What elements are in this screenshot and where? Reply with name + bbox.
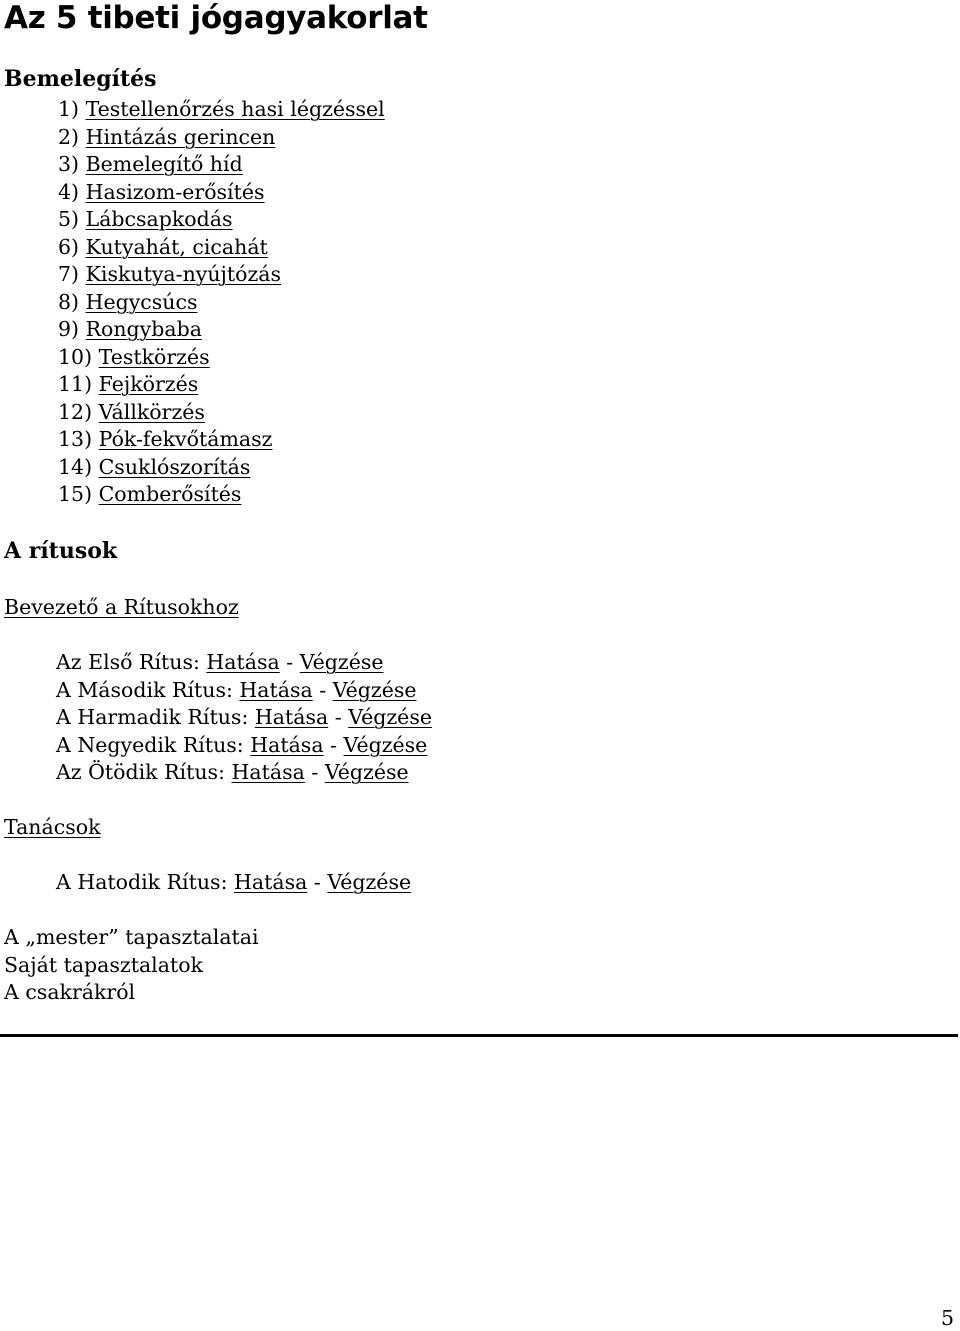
chakras-line: A csakrákról (4, 980, 136, 1004)
ritual-item (56, 732, 432, 760)
ritual-execution-link[interactable]: Végzése (327, 870, 412, 894)
warmup-item-link[interactable]: Kutyahát, cicahát (85, 234, 268, 259)
warmup-item (58, 399, 385, 427)
warmup-item-link[interactable]: Hegycsúcs (85, 289, 198, 314)
ritual-effect-link[interactable]: Hatása (254, 705, 329, 729)
warmup-item-number: 13) (58, 427, 93, 451)
sixth-ritual-list (56, 869, 411, 897)
warmup-item-link[interactable]: Comberősítés (98, 482, 242, 506)
warmup-list (58, 96, 385, 509)
warmup-item (58, 96, 385, 124)
warmup-item-number: 3) (58, 152, 80, 176)
ritual-item (56, 677, 432, 705)
advice-link[interactable]: Tanácsok (4, 815, 101, 839)
warmup-item (58, 124, 385, 152)
warmup-item-number: 2) (58, 124, 80, 149)
warmup-item (58, 371, 385, 399)
warmup-item (58, 481, 385, 509)
own-experiences-line: Saját tapasztalatok (4, 952, 203, 977)
warmup-item (58, 289, 385, 317)
ritual-item (56, 704, 432, 732)
rituals-heading: A rítusok (4, 538, 118, 564)
ritual-separator: - (330, 732, 338, 757)
warmup-item-link[interactable]: Rongybaba (85, 317, 202, 341)
warmup-item-link[interactable]: Testkörzés (98, 344, 210, 369)
horizontal-rule (0, 1034, 958, 1037)
warmup-item-number: 4) (58, 179, 80, 204)
ritual-effect-link[interactable]: Hatása (206, 650, 280, 674)
ritual-execution-link[interactable]: Végzése (332, 677, 417, 702)
ritual-name: Az Első Rítus: (56, 650, 200, 674)
ritual-name: A Hatodik Rítus: (56, 870, 228, 894)
warmup-item-number: 9) (58, 317, 80, 341)
warmup-item-link[interactable]: Kiskutya-nyújtózás (85, 262, 282, 286)
warmup-item-link[interactable]: Csuklószorítás (98, 454, 251, 479)
ritual-effect-link[interactable]: Hatása (250, 732, 324, 757)
ritual-list (56, 649, 432, 787)
warmup-item-number: 12) (58, 399, 93, 424)
ritual-name: A Negyedik Rítus: (56, 732, 244, 757)
rituals-intro-line (4, 594, 239, 622)
ritual-execution-link[interactable]: Végzése (343, 732, 428, 757)
warmup-item-link[interactable]: Testellenőrzés hasi légzéssel (85, 97, 385, 121)
ritual-item (56, 759, 432, 787)
warmup-item (58, 234, 385, 262)
warmup-item-number: 14) (58, 454, 93, 479)
page-number: 5 (940, 1306, 954, 1330)
warmup-item-number: 7) (58, 262, 80, 286)
warmup-item-link[interactable]: Fejkörzés (98, 372, 199, 396)
warmup-item (58, 454, 385, 482)
warmup-item-link[interactable]: Bemelegítő híd (85, 152, 243, 176)
warmup-item (58, 426, 385, 454)
ritual-name: A Második Rítus: (56, 677, 233, 702)
ritual-separator: - (334, 705, 342, 729)
ritual-separator: - (313, 870, 321, 894)
ritual-execution-link[interactable]: Végzése (324, 760, 409, 784)
warmup-item-number: 10) (58, 344, 93, 369)
warmup-item-link[interactable]: Hintázás gerincen (85, 124, 276, 149)
ritual-separator: - (286, 650, 294, 674)
warmup-item-number: 11) (58, 372, 93, 396)
warmup-item-number: 6) (58, 234, 80, 259)
ritual-separator: - (319, 677, 327, 702)
warmup-item (58, 316, 385, 344)
warmup-item-link[interactable]: Pók-fekvőtámasz (98, 427, 273, 451)
ritual-item (56, 649, 432, 677)
warmup-item-number: 1) (58, 97, 80, 121)
warmup-item-number: 5) (58, 207, 80, 231)
ritual-effect-link[interactable]: Hatása (234, 870, 308, 894)
warmup-item-number: 15) (58, 482, 93, 506)
warmup-heading: Bemelegítés (4, 66, 157, 92)
warmup-item (58, 151, 385, 179)
ritual-separator: - (311, 760, 319, 784)
ritual-name: Az Ötödik Rítus: (56, 760, 225, 784)
warmup-item-link[interactable]: Hasizom-erősítés (85, 179, 265, 204)
page-title: Az 5 tibeti jógagyakorlat (4, 0, 428, 36)
warmup-item-link[interactable]: Lábcsapkodás (85, 207, 233, 231)
ritual-execution-link[interactable]: Végzése (299, 650, 384, 674)
advice-line (4, 814, 101, 842)
rituals-intro-link[interactable]: Bevezető a Rítusokhoz (4, 595, 239, 619)
ritual-effect-link[interactable]: Hatása (239, 677, 313, 702)
master-experiences-line: A „mester” tapasztalatai (4, 925, 259, 949)
warmup-item (58, 261, 385, 289)
ritual-item (56, 869, 411, 897)
warmup-item (58, 344, 385, 372)
ritual-name: A Harmadik Rítus: (56, 705, 249, 729)
ritual-execution-link[interactable]: Végzése (348, 705, 432, 729)
ritual-effect-link[interactable]: Hatása (231, 760, 305, 784)
warmup-item-link[interactable]: Vállkörzés (98, 399, 205, 424)
warmup-item (58, 179, 385, 207)
warmup-item-number: 8) (58, 289, 80, 314)
warmup-item (58, 206, 385, 234)
